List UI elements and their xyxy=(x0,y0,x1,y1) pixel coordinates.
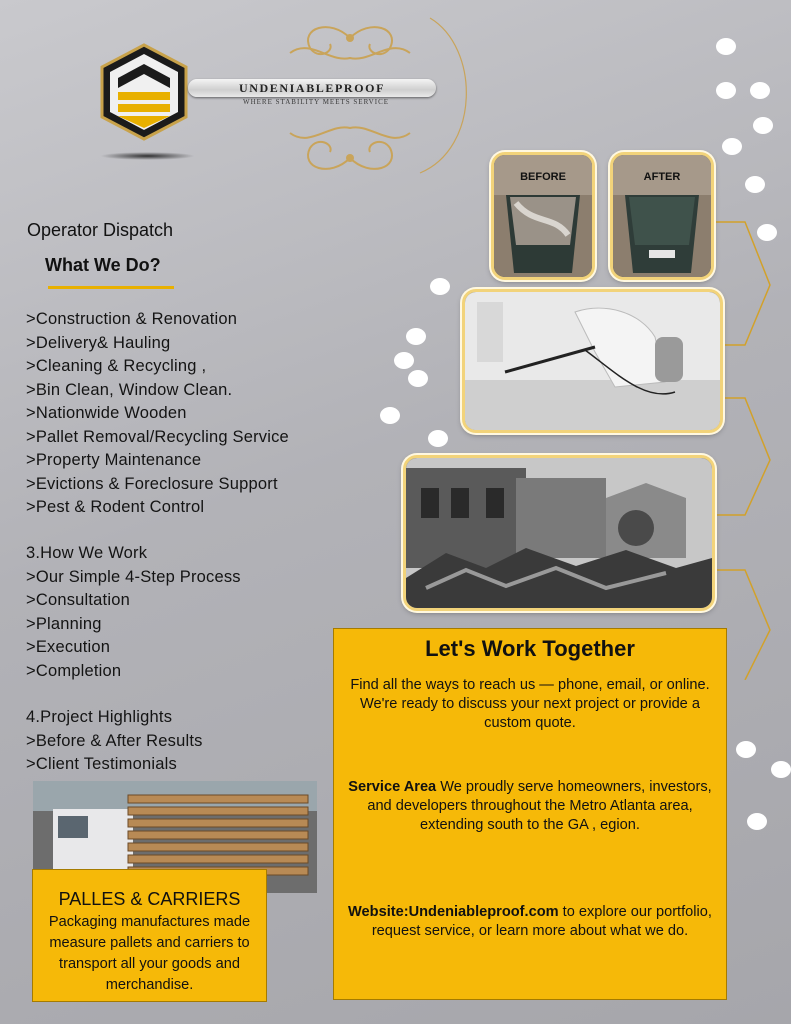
section-title-what-we-do: What We Do? xyxy=(45,255,161,275)
decorative-dot xyxy=(750,82,770,99)
website-link[interactable]: Website:Undeniableproof.com xyxy=(348,904,559,920)
list-heading: 3.How We Work xyxy=(26,544,148,562)
website-text xyxy=(338,903,722,941)
pallets-title: PALLES & CARRIERS xyxy=(58,889,241,909)
decorative-dot xyxy=(745,176,765,193)
list-item: >Consultation xyxy=(26,591,130,609)
list-item: >Our Simple 4-Step Process xyxy=(26,567,241,586)
decorative-dot xyxy=(406,328,426,345)
contact-title: Let's Work Together xyxy=(425,636,635,661)
list-item: >Cleaning & Recycling , xyxy=(26,357,207,375)
list-item: >Pest & Rodent Control xyxy=(26,498,205,516)
list-item: >Evictions & Foreclosure Support xyxy=(26,474,278,493)
contact-intro: Find all the ways to reach us — phone, email, or online. We're ready to discuss your next project or provide a custom quote. xyxy=(350,677,710,731)
logo-hexagon-icon xyxy=(98,42,190,142)
how-we-work-list xyxy=(26,542,241,683)
services-list xyxy=(26,308,289,520)
decorative-dot xyxy=(757,224,777,241)
pest-control-photo xyxy=(462,289,723,433)
list-item: >Property Maintenance xyxy=(26,451,202,469)
decorative-dot xyxy=(408,370,428,387)
logo-shadow xyxy=(100,152,195,160)
page-title: Operator Dispatch xyxy=(27,220,174,240)
decorative-dot xyxy=(394,352,414,369)
after-photo xyxy=(610,152,714,280)
brand-name: UNDENIABLEPROOF xyxy=(188,79,436,97)
before-photo xyxy=(491,152,595,280)
list-item: >Delivery& Hauling xyxy=(26,333,171,352)
after-label: AFTER xyxy=(643,171,681,183)
decorative-dot xyxy=(753,117,773,134)
service-area-text xyxy=(338,778,722,835)
decorative-dot xyxy=(736,741,756,758)
list-item: >Nationwide Wooden xyxy=(26,404,187,422)
decorative-dot xyxy=(380,407,400,424)
list-item: >Client Testimonials xyxy=(26,755,177,773)
decorative-dot xyxy=(428,430,448,447)
list-item: >Pallet Removal/Recycling Service xyxy=(26,427,289,446)
list-item: >Construction & Renovation xyxy=(26,310,238,328)
list-item: >Execution xyxy=(26,638,111,656)
service-area-body: We proudly serve homeowners, investors, and developers throughout the Metro Atlanta area, extending south to the GA , egion. xyxy=(367,779,712,833)
decorative-dot xyxy=(722,138,742,155)
pallets-text: Packaging manufactures made measure pallets and carriers to transport all your goods and merchandise. xyxy=(48,914,251,993)
before-label: BEFORE xyxy=(520,171,566,183)
highlights-list xyxy=(26,706,203,777)
contact-panel xyxy=(333,628,727,1000)
website-body: to explore our portfolio, request service, or learn more about what we do. xyxy=(371,904,712,939)
list-item: >Completion xyxy=(26,661,122,680)
decorative-dot xyxy=(771,761,791,778)
list-item: >Before & After Results xyxy=(26,731,203,750)
property-cleanup-photo xyxy=(403,455,715,611)
decorative-dot xyxy=(716,38,736,55)
decorative-dot xyxy=(716,82,736,99)
decorative-dot xyxy=(747,813,767,830)
pallets-panel xyxy=(32,869,267,1002)
list-item: >Planning xyxy=(26,614,102,633)
brand-tagline: WHERE STABILITY MEETS SERVICE xyxy=(242,98,390,106)
service-area-label: Service Area xyxy=(348,779,437,795)
title-underline xyxy=(48,286,174,289)
list-item: >Bin Clean, Window Clean. xyxy=(26,380,233,399)
list-heading: 4.Project Highlights xyxy=(26,708,173,726)
decorative-dot xyxy=(430,278,450,295)
